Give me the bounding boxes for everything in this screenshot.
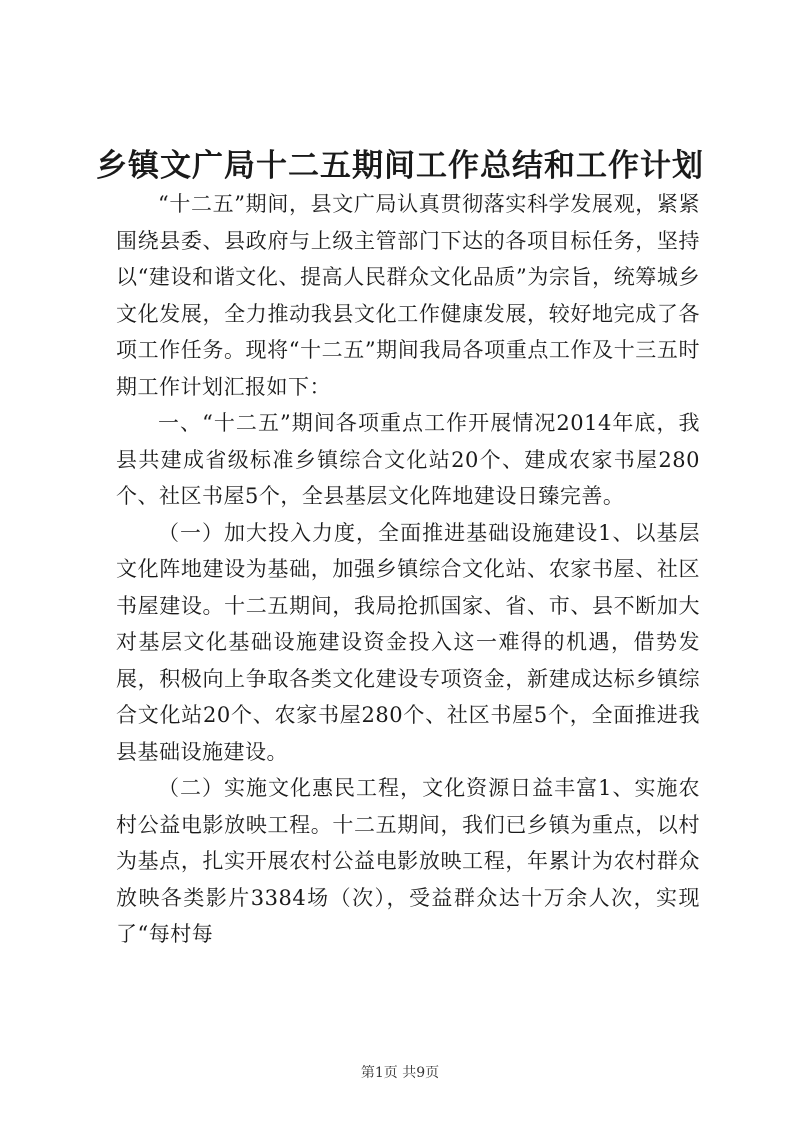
document-body <box>116 186 700 953</box>
page-footer: 第1页 共9页 <box>360 1065 440 1081</box>
document-title: 乡镇文广局十二五期间工作总结和工作计划 <box>96 148 704 184</box>
paragraph-section-one: 一、“十二五”期间各项重点工作开展情况2014年底，我县共建成省级标准乡镇综合文化站20个、建成农家书屋280个、社区书屋5个，全县基层文化阵地建设日臻完善。 <box>116 411 700 508</box>
paragraph-intro: “十二五”期间，县文广局认真贯彻落实科学发展观，紧紧围绕县委、县政府与上级主管部门下达的各项目标任务，坚持以“建设和谐文化、提高人民群众文化品质”为宗旨，统筹城乡文化发展，全力推动我县文化工作健康发展，较好地完成了各项工作任务。现将“十二五”期间我局各项重点工作及十三五时期工作计划汇报如下： <box>116 192 700 399</box>
paragraph-subsection-two: （二）实施文化惠民工程，文化资源日益丰富1、实施农村公益电影放映工程。十二五期间，我们已乡镇为重点，以村为基点，扎实开展农村公益电影放映工程，年累计为农村群众放映各类影片3384场（次），受益群众达十万余人次，实现了“每村每 <box>116 776 700 946</box>
paragraph-subsection-one: （一）加大投入力度，全面推进基础设施建设1、以基层文化阵地建设为基础，加强乡镇综合文化站、农家书屋、社区书屋建设。十二五期间，我局抢抓国家、省、市、县不断加大对基层文化基础设施建设资金投入这一难得的机遇，借势发展，积极向上争取各类文化建设专项资金，新建成达标乡镇综合文化站20个、农家书屋280个、社区书屋5个，全面推进我县基础设施建设。 <box>116 520 700 764</box>
